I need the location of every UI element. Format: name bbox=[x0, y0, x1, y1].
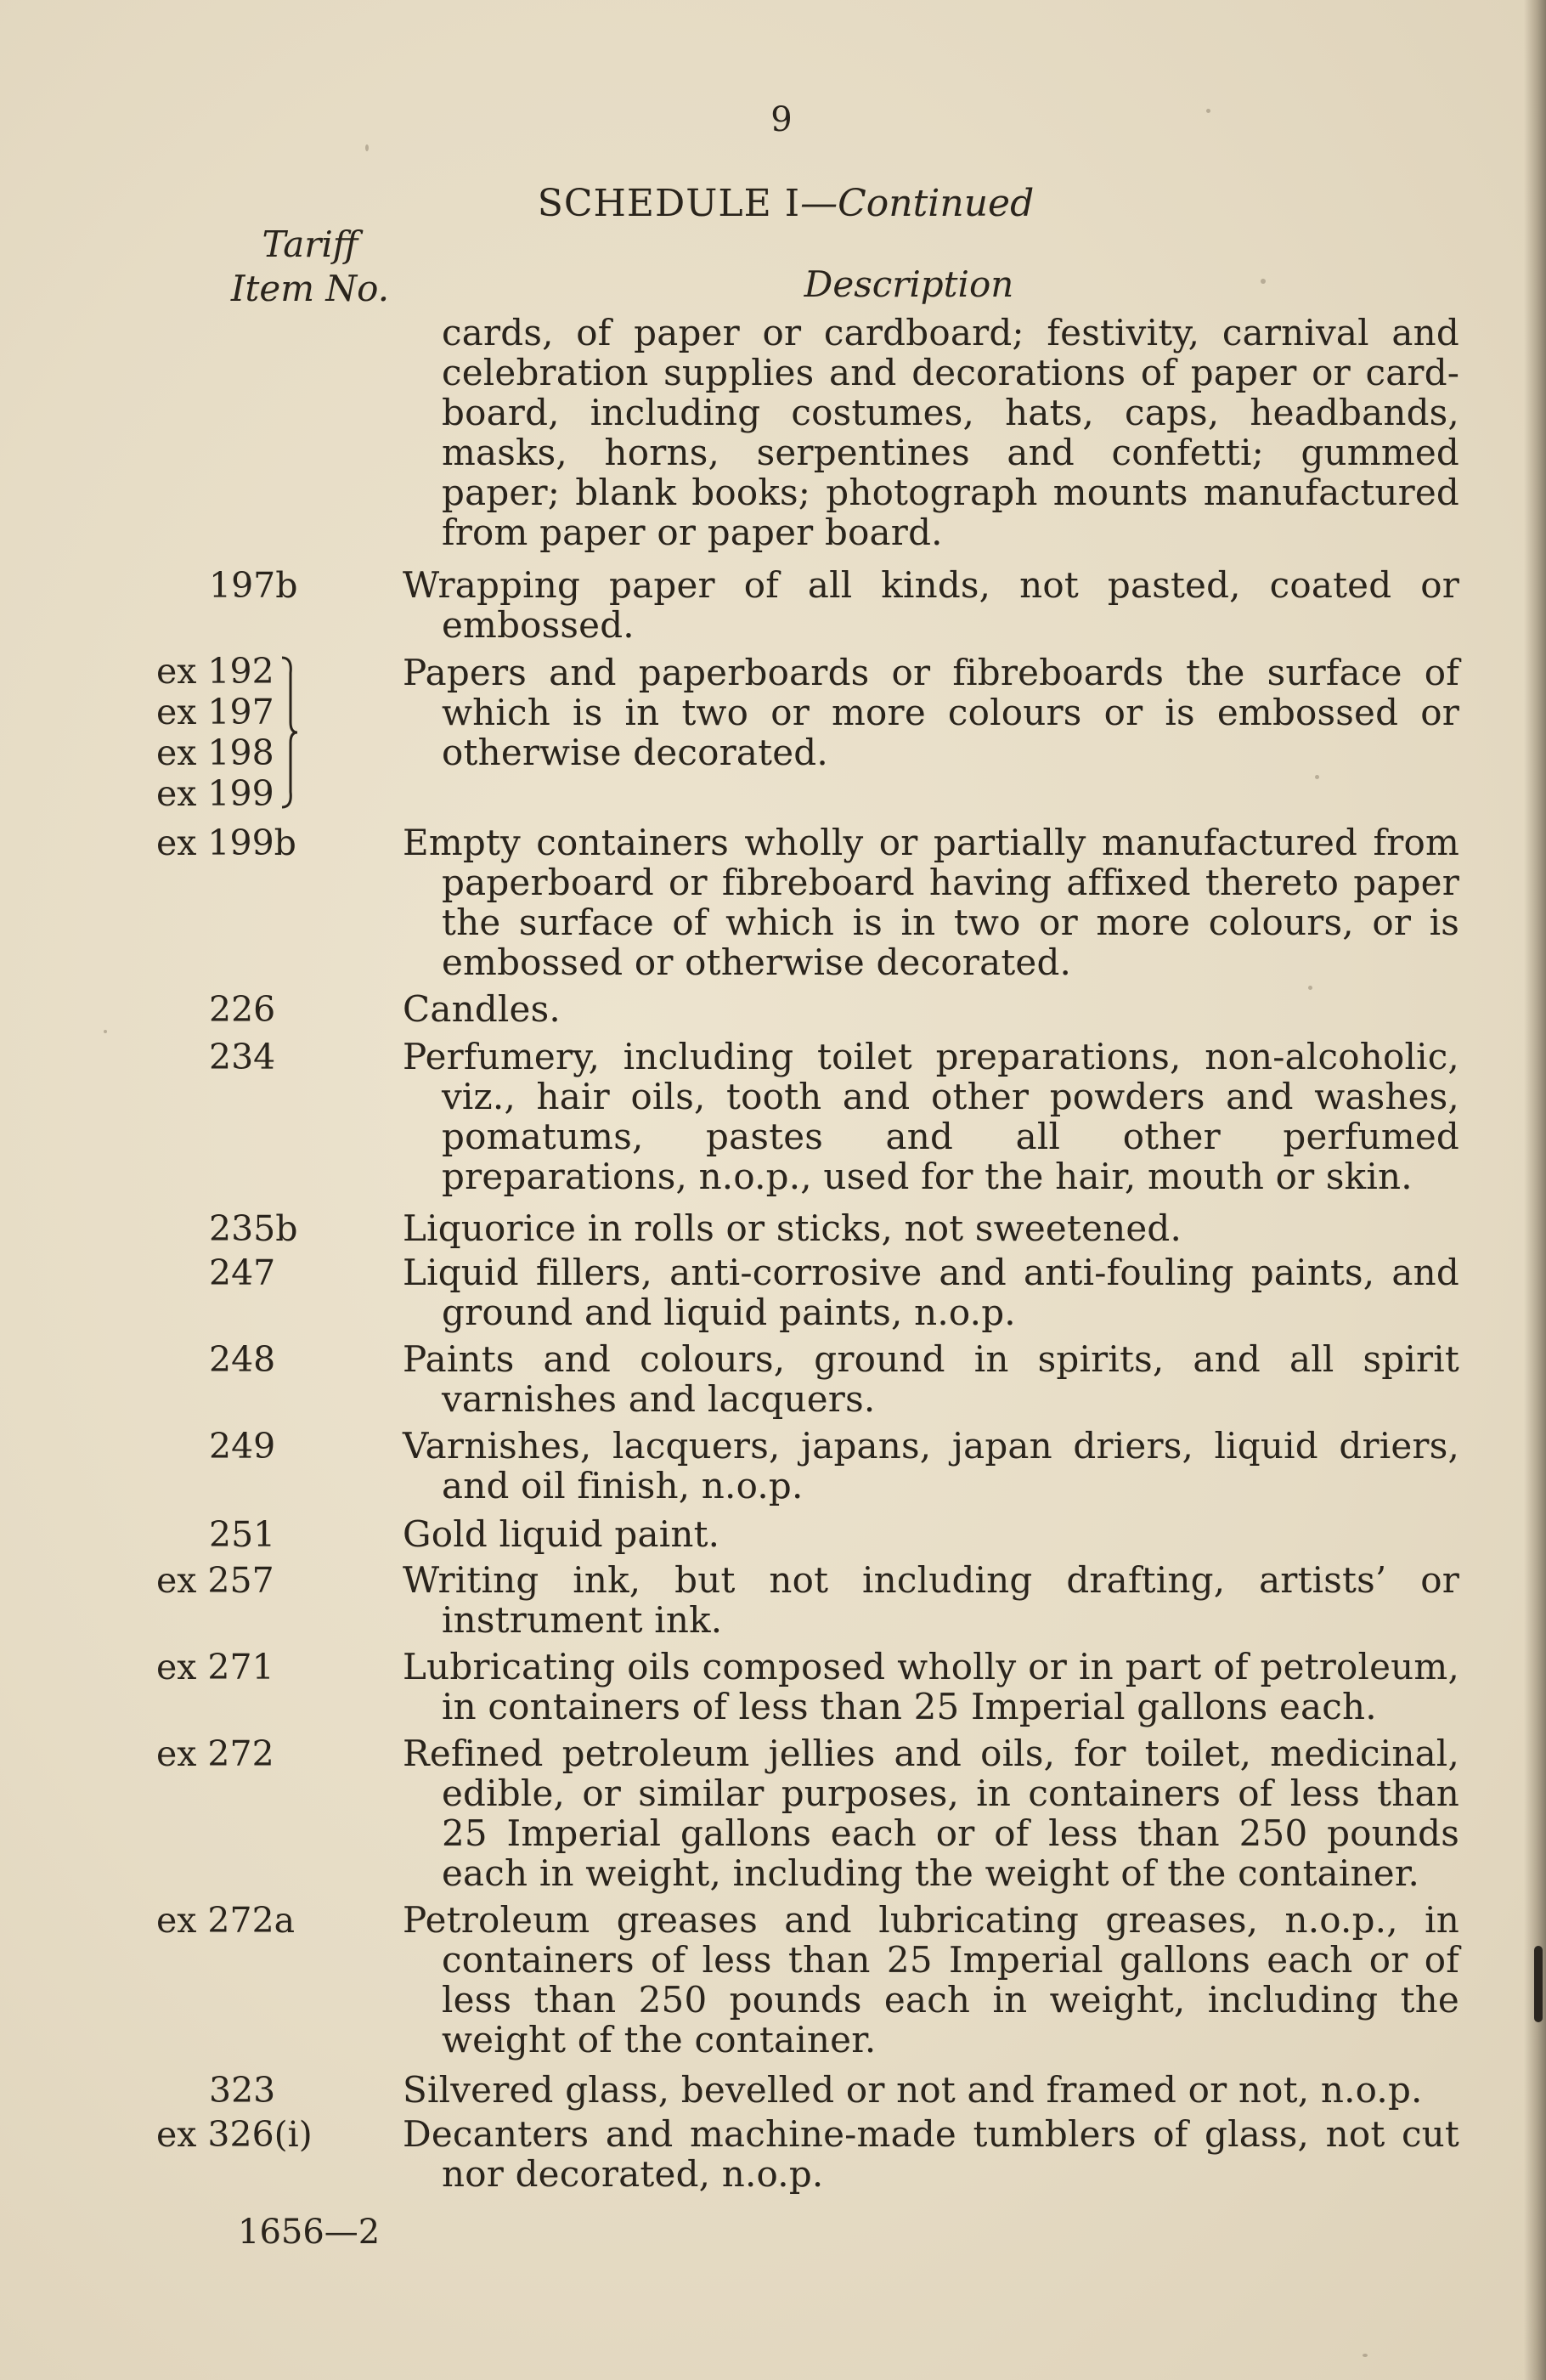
schedule-title-main: SCHEDULE I bbox=[537, 182, 801, 225]
paper-speck bbox=[1308, 986, 1312, 990]
schedule-title-suffix: —Continued bbox=[800, 182, 1035, 225]
item-description: Petroleum greases and lubricating greases, n.o.p., in containers of less than 25 Imperial gallons each or of less than 250 pounds each in weight, including the weight of the container. bbox=[403, 1899, 1459, 2061]
description-column-header: Description bbox=[804, 263, 1014, 305]
tariff-item: ex 272 bbox=[156, 1733, 274, 1774]
page-number: 9 bbox=[770, 100, 793, 139]
tariff-item: 247 bbox=[209, 1252, 276, 1293]
item-description: Candles. bbox=[403, 988, 561, 1030]
item-description: Papers and paperboards or fibreboards the surface of which is in two or more colours or is embossed or otherwise decorated. bbox=[403, 652, 1459, 773]
tariff-item: 197b bbox=[209, 565, 298, 606]
tariff-item: 248 bbox=[209, 1339, 276, 1380]
paper-speck bbox=[1315, 775, 1319, 779]
binding-mark bbox=[1534, 1946, 1543, 2022]
tariff-item-group bbox=[156, 651, 274, 814]
item-description: Writing ink, but not including drafting, artists’ or instrument ink. bbox=[403, 1559, 1459, 1641]
item-description: Gold liquid paint. bbox=[403, 1513, 720, 1555]
paper-speck bbox=[1206, 109, 1210, 113]
tariff-item: 249 bbox=[209, 1426, 276, 1467]
paper-speck bbox=[1363, 2354, 1368, 2357]
tariff-item: 234 bbox=[209, 1037, 276, 1077]
item-description: Lubricating oils composed wholly or in part of petroleum, in containers of less than 25 Imperial gallons each. bbox=[403, 1646, 1459, 1727]
schedule-title bbox=[0, 182, 1546, 225]
page-edge-shadow bbox=[1524, 0, 1546, 2380]
item-description: Wrapping paper of all kinds, not pasted, coated or embossed. bbox=[403, 564, 1459, 646]
tariff-item: 235b bbox=[209, 1208, 298, 1249]
tariff-item: 226 bbox=[209, 989, 276, 1030]
paper-speck bbox=[1261, 279, 1266, 284]
item-description: Silvered glass, bevelled or not and framed or not, n.o.p. bbox=[403, 2069, 1423, 2111]
paper-speck bbox=[104, 1030, 107, 1033]
tariff-item: ex 192 bbox=[156, 651, 274, 692]
tariff-item: ex 326(i) bbox=[156, 2114, 313, 2155]
intro-continuation-text: cards, of paper or cardboard; festivity, carnival and celebration supplies and decorations of paper or cardboard, including costumes, hats, caps, headbands, masks, horns, serpentines and confetti; gummed paper; blank books; photograph mounts manufactured from paper or paper board. bbox=[442, 312, 1459, 553]
item-description: Decanters and machine-made tumblers of glass, not cut nor decorated, n.o.p. bbox=[403, 2113, 1459, 2195]
item-description: Varnishes, lacquers, japans, japan driers, liquid driers, and oil finish, n.o.p. bbox=[403, 1425, 1459, 1507]
tariff-item: ex 272a bbox=[156, 1900, 296, 1941]
tariff-item: ex 199 bbox=[156, 773, 274, 814]
tariff-item: ex 199b bbox=[156, 823, 296, 863]
tariff-column-header bbox=[204, 223, 416, 311]
item-description: Liquid fillers, anti-corrosive and anti-fouling paints, and ground and liquid paints, n.o.p. bbox=[403, 1252, 1459, 1333]
tariff-header-line1: Tariff bbox=[262, 223, 358, 265]
right-brace bbox=[280, 656, 299, 809]
item-description: Paints and colours, ground in spirits, and all spirit varnishes and lacquers. bbox=[403, 1338, 1459, 1420]
tariff-item: ex 271 bbox=[156, 1647, 274, 1687]
tariff-item: 323 bbox=[209, 2070, 276, 2111]
item-description: Perfumery, including toilet preparations, non-alcoholic, viz., hair oils, tooth and other powders and washes, pomatums, pastes and all other perfumed preparations, n.o.p., used for the hair, mouth or skin. bbox=[403, 1036, 1459, 1197]
tariff-item: ex 197 bbox=[156, 692, 274, 732]
footer-signature: 1656—2 bbox=[238, 2213, 381, 2252]
tariff-item: ex 198 bbox=[156, 732, 274, 773]
tariff-header-line2: Item No. bbox=[230, 268, 390, 309]
item-description: Liquorice in rolls or sticks, not sweetened. bbox=[403, 1207, 1182, 1249]
item-description: Refined petroleum jellies and oils, for toilet, medicinal, edible, or similar purposes, in containers of less than 25 Imperial gallons each or of less than 250 pounds each in weight, including the weight of the container. bbox=[403, 1733, 1459, 1894]
tariff-item: 251 bbox=[209, 1514, 276, 1555]
item-description: Empty containers wholly or partially manufactured from paperboard or fibreboard having affixed thereto paper the surface of which is in two or more colours, or is embossed or otherwise decorated. bbox=[403, 822, 1459, 983]
paper-speck bbox=[365, 144, 369, 151]
tariff-item: ex 257 bbox=[156, 1560, 274, 1601]
